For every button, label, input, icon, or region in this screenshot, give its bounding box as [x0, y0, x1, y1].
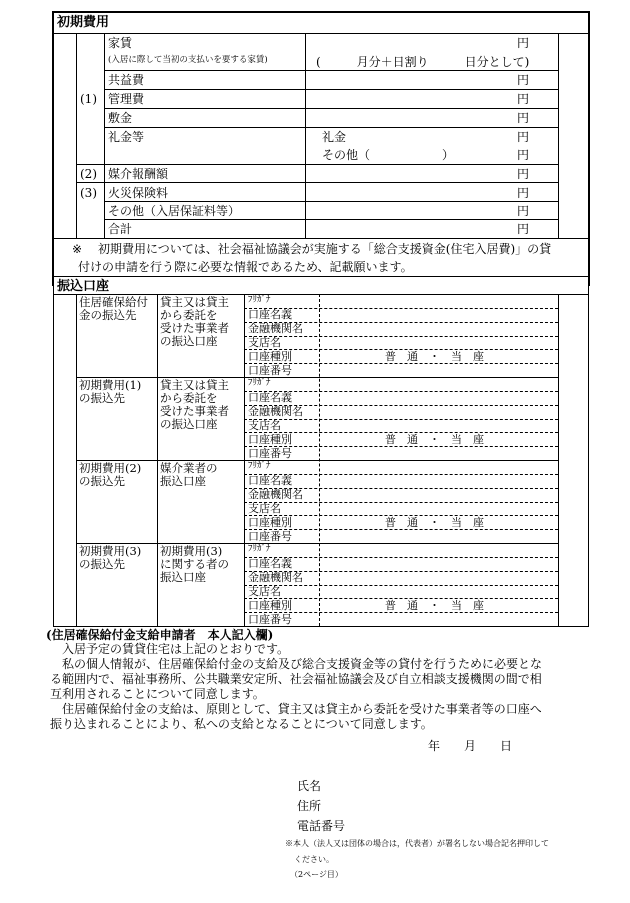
bank-holder-label: 貸主又は貸主 — [160, 295, 229, 309]
bank-number-input[interactable] — [320, 612, 558, 626]
bank-holder-input[interactable] — [320, 557, 558, 571]
bank-holder-label: 振込口座 — [160, 474, 206, 488]
bank-kana-input[interactable] — [320, 543, 558, 557]
bank-field-branch-label: 支店名 — [248, 336, 281, 349]
bank-field-kana-label: ﾌﾘｶﾞﾅ — [248, 294, 271, 305]
bank-dest-label: 金の振込先 — [79, 308, 137, 322]
other-fee-label: その他（入居保証料等） — [108, 204, 241, 218]
bank-field-type-label: 口座種別 — [248, 598, 292, 612]
bank-heading: 振込口座 — [57, 279, 110, 294]
brokerage-fee-yen: 円 — [517, 167, 530, 181]
deposit-yen: 円 — [517, 111, 530, 125]
common-fee-yen: 円 — [517, 73, 530, 87]
name-label: 氏名 — [297, 779, 322, 793]
bank-field-holder-label: 口座名義 — [248, 557, 292, 571]
bank-field-number-label: 口座番号 — [248, 363, 292, 377]
bank-field-bank-label: 金融機関名 — [248, 322, 303, 336]
bank-kana-input[interactable] — [320, 294, 558, 308]
bank-kana-input[interactable] — [320, 460, 558, 474]
signature-footnote-line-2: ください。 — [294, 855, 334, 864]
bank-field-kana-label: ﾌﾘｶﾞﾅ — [248, 377, 271, 388]
other-fee-yen: 円 — [517, 204, 530, 218]
group-1-label: (1) — [80, 92, 97, 106]
bank-branch-input[interactable] — [320, 585, 558, 599]
address-label: 住所 — [297, 799, 322, 813]
declaration-para-3-line-2: 振り込まれることにより、私への支給となることについて同意します。 — [50, 717, 433, 731]
bank-field-bank-label: 金融機関名 — [248, 488, 303, 502]
bank-holder-label: 振込口座 — [160, 570, 206, 584]
bank-holder-input[interactable] — [320, 391, 558, 405]
bank-holder-input[interactable] — [320, 308, 558, 322]
management-fee-label: 管理費 — [108, 92, 145, 106]
declaration-heading: (住居確保給付金支給申請者 本人記入欄) — [46, 628, 274, 642]
bank-field-branch-label: 支店名 — [248, 502, 281, 515]
declaration-para-2-line-1: 私の個人情報が、住居確保給付金の支給及び総合支援資金等の貸付を行うために必要とな — [62, 657, 543, 671]
note-line-2: 付けの申請を行う際に必要な情報であるため、記載願います。 — [78, 260, 413, 274]
bank-branch-input[interactable] — [320, 502, 558, 516]
bank-number-input[interactable] — [320, 363, 558, 377]
note-line-1: 初期費用については、社会福祉協議会が実施する「総合支援資金(住宅入居費)」の貸 — [98, 242, 552, 256]
key-money-sub-label: 礼金 — [322, 130, 347, 144]
bank-branch-input[interactable] — [320, 419, 558, 433]
rent-yen: 円 — [517, 36, 530, 50]
key-money-label: 礼金等 — [108, 130, 145, 144]
bank-dest-label: の振込先 — [79, 391, 125, 405]
bank-bank-input[interactable] — [320, 322, 558, 336]
bank-holder-label: 初期費用(3) — [160, 544, 223, 558]
other-sub-yen: 円 — [517, 148, 530, 162]
bank-dest-label: 初期費用(1) — [79, 378, 142, 392]
rent-label: 家賃 — [108, 36, 133, 50]
note-mark: ※ — [72, 242, 83, 256]
bank-dest-label: 住居確保給付 — [79, 295, 148, 309]
bank-holder-label: 受けた事業者 — [160, 404, 229, 418]
bank-field-holder-label: 口座名義 — [248, 391, 292, 405]
bank-dest-label: の振込先 — [79, 557, 125, 571]
bank-field-type-label: 口座種別 — [248, 349, 292, 363]
declaration-para-2-line-3: 互利用されることについて同意します。 — [50, 687, 265, 701]
bank-holder-label: の振込口座 — [160, 334, 218, 348]
bank-bank-input[interactable] — [320, 488, 558, 502]
bank-field-number-label: 口座番号 — [248, 446, 292, 460]
bank-holder-label: 受けた事業者 — [160, 321, 229, 335]
date-field[interactable]: 年 月 日 — [428, 739, 513, 753]
bank-field-bank-label: 金融機関名 — [248, 571, 303, 585]
account-type-options[interactable]: 普 通 ・ 当 座 — [385, 598, 484, 612]
account-type-options[interactable]: 普 通 ・ 当 座 — [385, 515, 484, 529]
bank-kana-input[interactable] — [320, 377, 558, 391]
other-sub-label: その他（ ） — [322, 148, 455, 162]
bank-dest-label: 初期費用(2) — [79, 461, 142, 475]
bank-branch-input[interactable] — [320, 336, 558, 350]
page-note: （2ページ目） — [290, 870, 343, 879]
fire-insurance-yen: 円 — [517, 186, 530, 200]
bank-holder-label: の振込口座 — [160, 417, 218, 431]
declaration-para-2-line-2: る範囲内で、福祉事務所、公共職業安定所、社会福祉協議会及び自立相談支援機関の間で相 — [50, 672, 542, 686]
declaration-para-3-line-1: 住居確保給付金の支給は、原則として、貸主又は貸主から委託を受けた事業者等の口座へ — [62, 702, 542, 716]
initial-cost-heading: 初期費用 — [57, 15, 110, 30]
bank-field-holder-label: 口座名義 — [248, 474, 292, 488]
bank-holder-label: 貸主又は貸主 — [160, 378, 229, 392]
brokerage-fee-label: 媒介報酬額 — [108, 167, 169, 181]
bank-dest-label: の振込先 — [79, 474, 125, 488]
bank-holder-label: から委託を — [160, 391, 218, 405]
bank-field-kana-label: ﾌﾘｶﾞﾅ — [248, 460, 271, 471]
bank-holder-label: 媒介業者の — [160, 461, 218, 475]
account-type-options[interactable]: 普 通 ・ 当 座 — [385, 432, 484, 446]
bank-field-type-label: 口座種別 — [248, 515, 292, 529]
total-label: 合計 — [108, 222, 133, 236]
bank-number-input[interactable] — [320, 446, 558, 460]
bank-holder-label: に関する者の — [160, 557, 229, 571]
bank-number-input[interactable] — [320, 529, 558, 543]
rent-note: (入居に際して当初の支払いを要する家賃) — [108, 55, 268, 65]
bank-field-number-label: 口座番号 — [248, 612, 292, 626]
bank-field-number-label: 口座番号 — [248, 529, 292, 543]
account-type-options[interactable]: 普 通 ・ 当 座 — [385, 349, 484, 363]
bank-bank-input[interactable] — [320, 571, 558, 585]
fire-insurance-label: 火災保険料 — [108, 186, 169, 200]
bank-field-type-label: 口座種別 — [248, 432, 292, 446]
total-yen: 円 — [517, 222, 530, 236]
bank-holder-label: から委託を — [160, 308, 218, 322]
bank-holder-input[interactable] — [320, 474, 558, 488]
signature-footnote-line-1: ※本人（法人又は団体の場合は，代表者）が署名しない場合記名押印して — [285, 839, 549, 848]
management-fee-yen: 円 — [517, 92, 530, 106]
deposit-label: 敷金 — [108, 111, 133, 125]
bank-field-branch-label: 支店名 — [248, 419, 281, 432]
bank-field-bank-label: 金融機関名 — [248, 405, 303, 419]
bank-field-kana-label: ﾌﾘｶﾞﾅ — [248, 543, 271, 554]
phone-label: 電話番号 — [297, 819, 346, 833]
bank-field-holder-label: 口座名義 — [248, 308, 292, 322]
declaration-para-1: 入居予定の賃貸住宅は上記のとおりです。 — [62, 642, 290, 656]
group-3-label: (3) — [80, 186, 97, 200]
bank-field-branch-label: 支店名 — [248, 585, 281, 598]
bank-dest-label: 初期費用(3) — [79, 544, 142, 558]
common-fee-label: 共益費 — [108, 73, 145, 87]
rent-breakdown: ( 月分＋日割り 日分として) — [316, 55, 530, 69]
key-money-yen: 円 — [517, 130, 530, 144]
bank-bank-input[interactable] — [320, 405, 558, 419]
group-2-label: (2) — [80, 167, 97, 181]
